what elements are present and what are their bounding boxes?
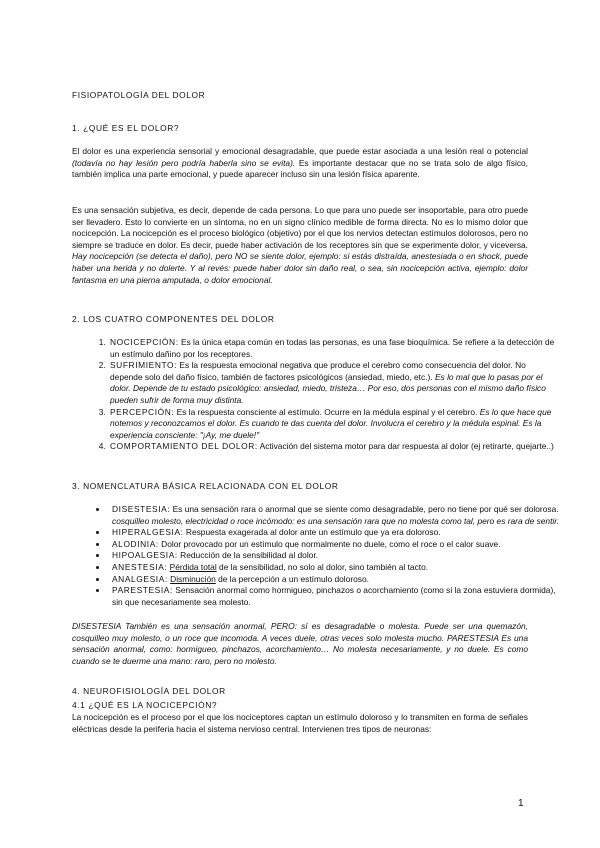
item-text: Respuesta exagerada al dolor ante un estímulo que ya era doloroso. [183,527,441,538]
item-text: Dolor provocado por un estímulo que normalmente no duele, como el roce o el calor suave. [158,538,501,549]
nomenclature-list [72,504,560,608]
item-term: PARESTESIA: [112,585,173,596]
item-text: Es la respuesta emocional negativa que produce el cerebro como consecuencia del dolor. No depende solo del daño físico, también de factores psicológicos (ansiedad, miedo, etc.). [110,360,526,382]
document-title: FISIOPATOLOGÍA DEL DOLOR [72,90,206,100]
section-4-paragraph: La nocicepción es el proceso por el que los nociceptores captan un estímulo doloroso y lo transmiten en forma de señales eléctricas desde la periferia hacia el sistema nervioso central. Intervienen tres tipos de neuronas: [72,712,528,734]
item-text: Sensación anormal como hormigueo, pinchazos o acorchamiento (como si la zona estuviera dormida), sin que necesariamente sea molesto. [112,585,556,607]
list-item [108,574,560,586]
section-3-note: DISESTESIA También es una sensación anormal, PERO: sí es desagradable o molesta. Puede ser una quemazón, cosquilleo muy molesto, o un roce que incomoda. A veces duele, otras veces solo molesta mucho. PARESTESIA Es una sensación anormal, como: hormigueo, pinchazos, acorchamiento… No molesta necesariamente, y no duele. Es como cuando se te duerme una mano: raro, pero no molesto. [72,621,528,666]
item-term: ANALGESIA: [112,573,168,584]
item-term: COMPORTAMIENTO DEL DOLOR: [110,441,258,452]
item-text: de la sensibilidad, no solo al dolor, sino también al tacto. [216,561,429,572]
item-term: NOCICEPCIÓN: [110,337,179,347]
italic-run: Hay nocicepción (se detecta el daño), pero NO se siente dolor, ejemplo: si estás distraída, anestesiada o en shock, puede haber una herida y no dolerte. Y al revés: puede haber dolor sin daño real, o sea, sin nocicepción activa, ejemplo: dolor fantasma en una pierna amputada, o dolor emocional. [72,251,528,285]
components-list [72,337,560,453]
item-italic: Es lo que hace que notemos y reconozcamos el dolor. Es cuando te das cuenta del dolor. Involucra el cerebro y la médula espinal. Es la experiencia consciente: "¡Ay, me duele!" [110,406,552,440]
text-run: Es una sensación subjetiva, es decir, depende de cada persona. Lo que para uno puede ser insoportable, para otro puede ser llevadero. Esto lo convierte en un síntoma, no en un signo clínico medible de forma directa. No es lo mismo dolor que nocicepción. La nocicepción es el proceso biológico (objetivo) por el que los nervios detectan estímulos dolorosos, pero no siempre se traduce en dolor. Es decir, puede haber activación de los receptores sin que se experimente dolor, y viceversa. [72,205,528,250]
item-underlined: Disminución [170,573,216,584]
list-item [108,441,560,453]
item-term: PERCEPCIÓN: [110,406,175,417]
item-term: ANESTESIA: [112,561,168,572]
section-1-paragraph-2 [72,205,528,286]
list-item [108,585,560,608]
list-item [108,562,560,574]
list-item [108,550,560,562]
section-4-subheading: 4.1 ¿QUÉ ES LA NOCICEPCIÓN? [72,700,218,710]
list-item [108,539,560,551]
list-item [108,337,560,360]
text-run: El dolor es una experiencia sensorial y emocional desagradable, que puede estar asociada a una lesión real o potencial [72,146,528,156]
item-term: ALODINIA: [112,538,159,549]
section-1-paragraph-1 [72,146,528,181]
section-1-heading: 1. ¿QUÉ ES EL DOLOR? [72,123,180,133]
page-number: 1 [518,798,524,809]
item-term: SUFRIMIENTO: [110,360,178,371]
item-underlined: Pérdida total [169,561,217,572]
item-italic: cosquilleo molesto, electricidad o roce incómodo: es una sensación rara que no molesta como tal, pero es rara de sentir. [112,515,560,526]
list-item [108,407,560,442]
item-text: Es la única etapa común en todas las personas, es una fase bioquímica. Se refiere a la detección de un estímulo dañino por los receptores. [110,337,555,359]
italic-run: (todavía no hay lesión pero podría haberla sino se evita). [72,157,296,168]
item-italic: Es lo mal que lo pasas por el dolor. Depende de tu estado psicológico: ansiedad, miedo, tristeza… Por eso, dos personas con el mismo daño físico pueden sufrir de forma muy distinta. [110,371,546,405]
item-text: Activación del sistema motor para dar respuesta al dolor (ej retirarte, quejarte..) [257,441,554,452]
list-item [108,527,560,539]
item-term: HIPERALGESIA: [112,527,184,538]
list-item [108,504,560,527]
section-2-heading: 2. LOS CUATRO COMPONENTES DEL DOLOR [72,314,275,324]
item-term: HIPOALGESIA: [112,550,178,561]
section-3-heading: 3. NOMENCLATURA BÁSICA RELACIONADA CON EL DOLOR [72,481,339,491]
item-text: Reducción de la sensibilidad al dolor. [177,550,318,561]
item-text: Es una sensación rara o anormal que se siente como desagradable, pero no tiene por qué ser dolorosa. [170,504,559,514]
list-item [108,360,560,406]
item-text: de la percepción a un estímulo doloroso. [215,573,369,584]
item-text: Es la respuesta consciente al estímulo. Ocurre en la médula espinal y el cerebro. [174,406,480,417]
item-term: DISESTESIA: [112,504,171,514]
section-4-heading: 4. NEUROFISIOLOGÍA DEL DOLOR [72,686,226,696]
text-run: Es importante destacar que no se trata solo de algo físico, también implica una parte emocional, y puede aparecer incluso sin una lesión física aparente. [72,157,528,180]
